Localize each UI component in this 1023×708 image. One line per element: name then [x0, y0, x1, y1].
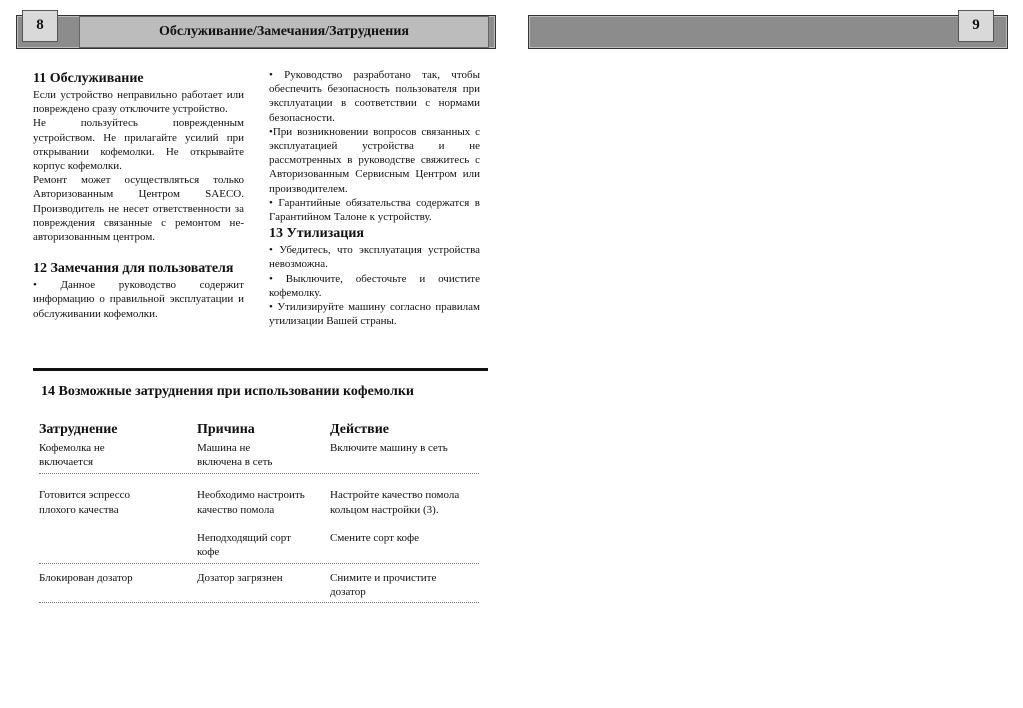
- problem-cell: Готовится эспрессо плохого качества: [39, 489, 131, 516]
- paragraph: • Выключите, обесточьте и очистите кофемолку.: [269, 272, 480, 299]
- problem-cell: Кофемолка не включается: [39, 442, 105, 469]
- section-12-heading: 12 Замечания для пользователя: [33, 261, 234, 277]
- paragraph: • Данное руководство содержит информацию о правильной эксплуатации и обслуживании кофемолки.: [33, 279, 244, 320]
- troubleshooting-table: [39, 423, 479, 603]
- cause-cell: Необходимо настроить качество помола: [197, 489, 305, 516]
- cause-cell: Машина не включена в сеть: [197, 442, 273, 469]
- column-left: [33, 70, 244, 321]
- section-13-heading: 13 Утилизация: [269, 226, 364, 242]
- problem-cell: Блокирован дозатор: [39, 572, 133, 585]
- column-middle: [269, 68, 480, 328]
- table-row: [39, 441, 479, 474]
- paragraph: Ремонт может осуществляться только Авторизованным Центром SAECO. Производитель не несет ответственности за повреждения связанные с ремонтом не-авторизованным центром.: [33, 174, 244, 244]
- table-row: [39, 474, 479, 516]
- right-header-bar: [528, 15, 1008, 49]
- cause-cell: Дозатор загрязнен: [197, 572, 283, 585]
- paragraph: • Руководство разработано так, чтобы обеспечить безопасность пользователя при эксплуатации в соответствии с нормами безопасности.: [269, 69, 480, 124]
- problem-cell: [39, 531, 197, 559]
- table-row: [39, 564, 479, 602]
- page-number-right: 9: [958, 10, 994, 42]
- column-header-problem: Затруднение: [39, 422, 118, 437]
- cause-cell: Неподходящий сорт кофе: [197, 531, 291, 559]
- section-14-heading: 14 Возможные затруднения при использовании кофемолки: [41, 384, 414, 399]
- paragraph: Если устройство неправильно работает или повреждено сразу отключите устройство.: [33, 89, 244, 116]
- paragraph: •При возникновении вопросов связанных с эксплуатацией устройства и не рассмотренных в руководстве свяжитесь с Авторизованным Сервисным Центром или производителем.: [269, 125, 480, 195]
- section-11-heading: 11 Обслуживание: [33, 71, 144, 86]
- action-cell: Снимите и прочистите дозатор: [330, 572, 437, 599]
- action-cell: Смените сорт кофе: [330, 531, 419, 544]
- column-header-action: Действие: [330, 422, 390, 437]
- paragraph: • Убедитесь, что эксплуатация устройства невозможна.: [269, 244, 480, 271]
- column-header-cause: Причина: [197, 422, 255, 437]
- paragraph: • Гарантийные обязательства содержатся в Гарантийном Талоне к устройству.: [269, 196, 480, 224]
- page-number-left: 8: [22, 10, 58, 42]
- table-header: [39, 423, 479, 441]
- paragraph: • Утилизируйте машину согласно правилам утилизации Вашей страны.: [269, 301, 480, 328]
- section-divider: [33, 368, 488, 371]
- table-row: [39, 517, 479, 564]
- action-cell: Настройте качество помола кольцом настройки (3).: [330, 489, 460, 516]
- page-header-title: Обслуживание/Замечания/Затруднения: [79, 16, 489, 48]
- paragraph: Не пользуйтесь поврежденным устройством. Не прилагайте усилий при открывании кофемолки. Не открывайте корпус кофемолки.: [33, 117, 244, 173]
- action-cell: Включите машину в сеть: [330, 442, 448, 454]
